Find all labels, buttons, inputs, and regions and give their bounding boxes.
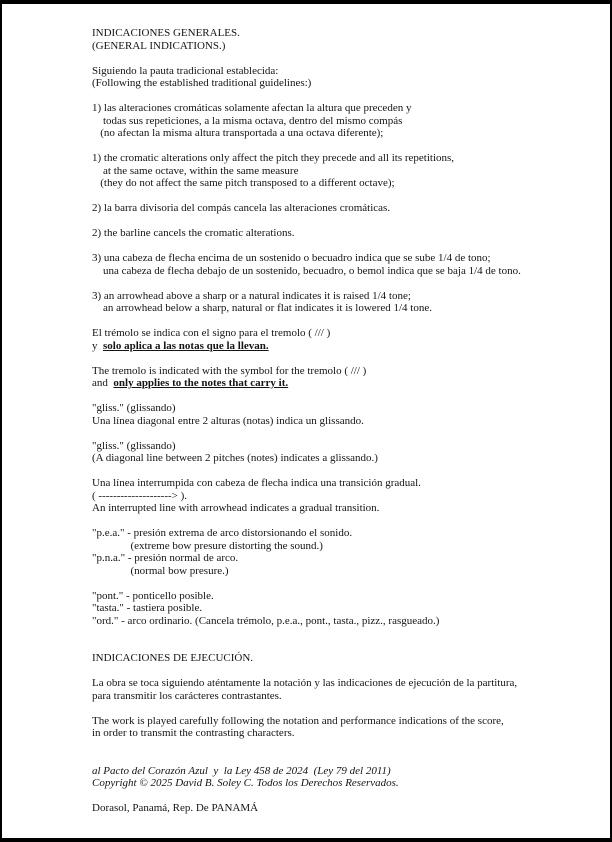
text-segment: 1) the cromatic alterations only affect the pitch they precede and all its repetitions, <box>92 152 455 164</box>
text-line <box>92 52 606 65</box>
text-line <box>92 90 606 103</box>
text-line <box>92 565 606 578</box>
text-line <box>92 277 606 290</box>
text-line <box>92 602 606 615</box>
text-line <box>92 140 606 153</box>
text-line <box>92 452 606 465</box>
text-line <box>92 65 606 78</box>
text-segment: "p.n.a." - presión normal de arco. <box>92 552 239 564</box>
text-line <box>92 352 606 365</box>
text-line <box>92 415 606 428</box>
text-segment: El trémolo se indica con el signo para el tremolo ( /// ) <box>92 327 331 339</box>
text-line <box>92 302 606 315</box>
text-line <box>92 577 606 590</box>
text-segment: The work is played carefully following the notation and performance indications of the score, <box>92 714 504 727</box>
text-line <box>92 427 606 440</box>
text-segment: (GENERAL INDICATIONS.) <box>92 39 226 52</box>
text-segment: 2) la barra divisoria del compás cancela las alteraciones cromáticas. <box>92 202 391 214</box>
text-line <box>92 215 606 228</box>
text-line <box>92 527 606 540</box>
text-line <box>92 740 606 753</box>
text-line <box>92 640 606 653</box>
text-line <box>92 40 606 53</box>
text-segment: in order to transmit the contrasting characters. <box>92 727 295 739</box>
text-line <box>92 115 606 128</box>
text-segment: The tremolo is indicated with the symbol for the tremolo ( /// ) <box>92 364 367 377</box>
text-line <box>92 190 606 203</box>
text-line <box>92 490 606 503</box>
text-line <box>92 377 606 390</box>
text-segment: (extreme bow presure distorting the sound.) <box>92 539 323 552</box>
text-line <box>92 440 606 453</box>
text-line <box>92 777 606 790</box>
text-segment: La obra se toca siguiendo aténtamente la notación y las indicaciones de ejecución de la partitura, <box>92 677 518 689</box>
text-segment: at the same octave, within the same measure <box>92 164 299 177</box>
text-line <box>92 502 606 515</box>
text-segment: only applies to the notes that carry it. <box>113 377 289 389</box>
text-line <box>92 652 606 665</box>
text-line <box>92 665 606 678</box>
text-line <box>92 752 606 765</box>
page-body <box>92 27 606 815</box>
text-line <box>92 590 606 603</box>
text-line <box>92 315 606 328</box>
text-segment: (Following the established traditional guidelines:) <box>92 77 312 89</box>
text-line <box>92 177 606 190</box>
text-segment: "p.e.a." - presión extrema de arco distorsionando el sonido. <box>92 527 353 539</box>
text-segment: ( --------------------> ). <box>92 489 188 502</box>
text-line <box>92 540 606 553</box>
text-segment: Siguiendo la pauta tradicional establecida: <box>92 64 279 77</box>
text-line <box>92 365 606 378</box>
text-line <box>92 790 606 803</box>
text-segment: 1) las alteraciones cromáticas solamente afectan la altura que preceden y <box>92 102 412 114</box>
text-segment: and <box>92 377 114 389</box>
text-line <box>92 715 606 728</box>
text-line <box>92 202 606 215</box>
text-line <box>92 615 606 628</box>
text-segment: Copyright © 2025 David B. Soley C. Todos los Derechos Reservados. <box>92 777 399 789</box>
text-line <box>92 127 606 140</box>
text-line <box>92 702 606 715</box>
text-segment: "gliss." (glissando) <box>92 439 176 452</box>
text-line <box>92 77 606 90</box>
text-line <box>92 690 606 703</box>
text-line <box>92 477 606 490</box>
text-segment: 2) the barline cancels the cromatic alterations. <box>92 227 295 239</box>
text-line <box>92 102 606 115</box>
text-line <box>92 252 606 265</box>
text-segment: (normal bow presure.) <box>92 564 229 577</box>
text-line <box>92 552 606 565</box>
text-segment: y <box>92 339 103 352</box>
text-line <box>92 340 606 353</box>
text-segment: (no afectan la misma altura transportada a una octava diferente); <box>92 127 384 139</box>
text-segment: "pont." - ponticello posible. <box>92 589 214 602</box>
text-segment: al Pacto del Corazón Azul y la Ley 458 de 2024 (Ley 79 del 2011) <box>92 764 391 777</box>
text-line <box>92 327 606 340</box>
text-segment: INDICACIONES DE EJECUCIÓN. <box>92 652 254 664</box>
text-line <box>92 27 606 40</box>
text-line <box>92 727 606 740</box>
text-line <box>92 165 606 178</box>
text-segment: an arrowhead below a sharp, natural or flat indicates it is lowered 1/4 tone. <box>92 302 432 314</box>
text-segment: para transmitir los carácteres contrastantes. <box>92 689 282 702</box>
text-segment: Una línea interrumpida con cabeza de flecha indica una transición gradual. <box>92 477 421 489</box>
text-segment: solo aplica a las notas que la llevan. <box>103 339 269 352</box>
text-line <box>92 515 606 528</box>
text-line <box>92 465 606 478</box>
text-segment: una cabeza de flecha debajo de un sostenido, becuadro, o bemol indica que se baja 1/4 de tono. <box>92 264 521 277</box>
text-segment: INDICACIONES GENERALES. <box>92 27 240 39</box>
text-line <box>92 390 606 403</box>
text-segment: "tasta." - tastiera posible. <box>92 602 203 614</box>
text-line <box>92 290 606 303</box>
text-line <box>92 677 606 690</box>
text-segment: 3) una cabeza de flecha encima de un sostenido o becuadro indica que se sube 1/4 de tono; <box>92 252 491 264</box>
text-segment: 3) an arrowhead above a sharp or a natural indicates it is raised 1/4 tone; <box>92 289 411 302</box>
text-segment: Una línea diagonal entre 2 alturas (notas) indica un glissando. <box>92 414 364 427</box>
text-line <box>92 627 606 640</box>
text-segment: "gliss." (glissando) <box>92 402 176 414</box>
text-segment: "ord." - arco ordinario. (Cancela trémolo, p.e.a., pont., tasta., pizz., rasgueado.) <box>92 614 440 627</box>
text-segment: Dorasol, Panamá, Rep. De PANAMÁ <box>92 802 259 814</box>
text-segment: (A diagonal line between 2 pitches (notes) indicates a glissando.) <box>92 452 378 464</box>
text-line <box>92 265 606 278</box>
text-segment: todas sus repeticiones, a la misma octava, dentro del mismo compás <box>92 114 403 127</box>
text-line <box>92 227 606 240</box>
text-line <box>92 802 606 815</box>
text-segment: An interrupted line with arrowhead indicates a gradual transition. <box>92 502 380 514</box>
text-segment: (they do not affect the same pitch transposed to a different octave); <box>92 177 395 189</box>
text-line <box>92 240 606 253</box>
text-line <box>92 765 606 778</box>
text-line <box>92 152 606 165</box>
text-line <box>92 402 606 415</box>
